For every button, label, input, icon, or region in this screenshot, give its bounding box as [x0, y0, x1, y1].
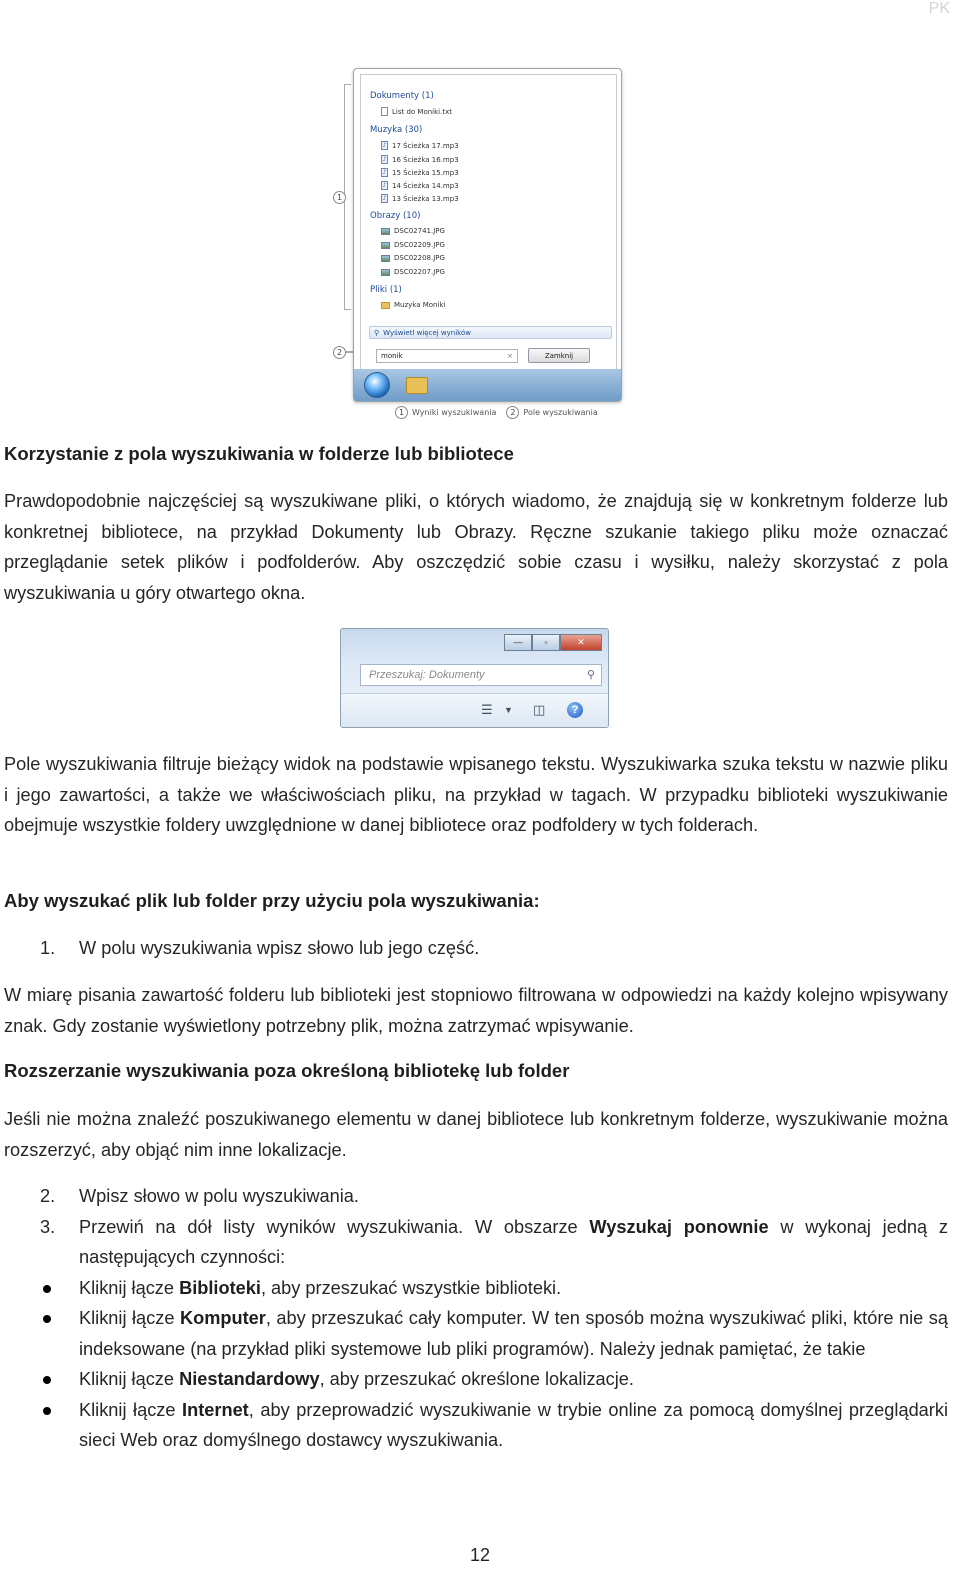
explorer-window-screenshot	[340, 628, 609, 728]
list-item: 2. Wpisz słowo w polu wyszukiwania.	[40, 1186, 359, 1206]
result-item[interactable]: ♪ 14 Ścieżka 14.mp3	[382, 181, 459, 190]
result-item[interactable]: ♪ 17 Ścieżka 17.mp3	[382, 141, 459, 150]
section-heading: Rozszerzanie wyszukiwania poza określoną bibliotekę lub folder	[4, 1060, 570, 1081]
clear-icon[interactable]: ×	[507, 352, 513, 360]
preview-pane-icon[interactable]: ◫	[533, 702, 546, 717]
page-number: 12	[469, 1545, 491, 1565]
image-file-icon	[381, 269, 390, 276]
corner-watermark: PK	[928, 0, 950, 17]
group-music-title[interactable]: Muzyka (30)	[370, 125, 423, 135]
bullet-icon	[43, 1285, 51, 1293]
result-item[interactable]: DSC02209.JPG	[381, 241, 445, 249]
list-item: Kliknij łącze Niestandardowy, aby przeszukać określone lokalizacje.	[4, 1364, 948, 1395]
search-icon: ⚲	[374, 328, 380, 337]
section-heading: Korzystanie z pola wyszukiwania w folderze lub bibliotece	[4, 443, 514, 464]
close-button[interactable]: Zamknij	[528, 348, 590, 363]
list-item: 1. W polu wyszukiwania wpisz słowo lub jego część.	[40, 938, 480, 958]
result-item[interactable]: List do Moniki.txt	[381, 107, 452, 116]
paragraph: W miarę pisania zawartość folderu lub biblioteki jest stopniowo filtrowana w odpowiedzi na każdy kolejno wpisywany znak. Gdy zostanie wyświetlony potrzebny plik, można zatrzymać wpisywanie.	[4, 985, 948, 1036]
minimize-button[interactable]: —	[504, 634, 532, 651]
bullet-icon	[43, 1407, 51, 1415]
result-item[interactable]: DSC02207.JPG	[381, 268, 445, 276]
list-item: 3. Przewiń na dół listy wyników wyszukiwania. W obszarze Wyszukaj ponownie w wykonaj jedną z następujących czynności:	[40, 1216, 948, 1267]
list-item: Kliknij łącze Komputer, aby przeszukać cały komputer. W ten sposób można wyszukiwać pliki, które nie są indeksowane (na przykład pliki systemowe lub pliki programów). Należy jednak pamiętać, że takie	[4, 1303, 948, 1364]
section-heading: Aby wyszukać plik lub folder przy użyciu pola wyszukiwania:	[4, 890, 540, 911]
callout-1: 1	[333, 191, 346, 204]
steps-list	[4, 1181, 948, 1456]
view-options-icon[interactable]: ☰	[481, 702, 493, 717]
music-file-icon: ♪	[382, 195, 387, 202]
chevron-down-icon[interactable]: ▼	[504, 705, 513, 715]
explorer-folder-icon[interactable]	[406, 377, 428, 394]
music-file-icon: ♪	[382, 142, 387, 149]
figure-legend	[395, 406, 598, 419]
bullet-icon	[43, 1376, 51, 1384]
result-item[interactable]: DSC02208.JPG	[381, 254, 445, 262]
search-icon[interactable]: ⚲	[586, 669, 595, 681]
image-file-icon	[381, 242, 390, 249]
explorer-search-input[interactable]: Przeszukaj: Dokumenty ⚲	[360, 664, 602, 686]
close-window-button[interactable]: ✕	[560, 634, 602, 651]
group-documents-title[interactable]: Dokumenty (1)	[370, 91, 434, 101]
group-images-title[interactable]: Obrazy (10)	[370, 211, 421, 221]
list-item: Kliknij łącze Internet, aby przeprowadzić wyszukiwanie w trybie online za pomocą domyślnej przeglądarki sieci Web oraz domyślnego dostawcy wyszukiwania.	[4, 1395, 948, 1456]
paragraph: Pole wyszukiwania filtruje bieżący widok na podstawie wpisanego tekstu. Wyszukiwarka szuka tekstu w nazwie pliku i jego zawartości, a także we właściwościach pliku, na przykład w tagach. W przypadku biblioteki wyszukiwanie obejmuje wszystkie foldery uwzględnione w danej bibliotece oraz podfoldery w tych folderach.	[4, 754, 948, 835]
legend-callout-1: 1	[395, 406, 408, 419]
result-item[interactable]: DSC02741.JPG	[381, 227, 445, 235]
explorer-toolbar	[341, 693, 608, 728]
legend-label-2: Pole wyszukiwania	[523, 408, 598, 417]
result-item[interactable]: ♪ 13 Ścieżka 13.mp3	[382, 194, 459, 203]
help-icon[interactable]: ?	[567, 702, 583, 718]
result-item[interactable]: ♪ 15 Ścieżka 15.mp3	[382, 168, 459, 177]
result-item[interactable]: Muzyka Moniki	[381, 301, 445, 309]
text-file-icon	[381, 107, 388, 116]
window-buttons	[504, 634, 602, 651]
legend-callout-2: 2	[506, 406, 519, 419]
group-files-title[interactable]: Pliki (1)	[370, 285, 402, 295]
folder-icon	[381, 302, 390, 309]
list-item: Kliknij łącze Biblioteki, aby przeszukać wszystkie biblioteki.	[4, 1273, 948, 1304]
image-file-icon	[381, 228, 390, 235]
steps-list	[4, 933, 948, 964]
taskbar	[354, 369, 621, 401]
paragraph: Prawdopodobnie najczęściej są wyszukiwane pliki, o których wiadomo, że znajdują się w konkretnym folderze lub konkretnej bibliotece, na przykład Dokumenty lub Obrazy. Ręczne szukanie takiego pliku może oznaczać przeglądanie setek plików i podfolderów. Aby oszczędzić sobie czasu i wysiłku, należy skorzystać z pola wyszukiwania u góry otwartego okna.	[4, 491, 948, 603]
start-orb-icon[interactable]	[364, 372, 390, 398]
bullet-icon	[43, 1315, 51, 1323]
show-more-results-button[interactable]: ⚲ Wyświetl więcej wyników	[369, 326, 612, 339]
image-file-icon	[381, 255, 390, 262]
start-menu-screenshot	[353, 68, 622, 402]
legend-label-1: Wyniki wyszukiwania	[412, 408, 497, 417]
maximize-button[interactable]: ▫	[532, 634, 560, 651]
start-search-input[interactable]: monik ×	[376, 349, 518, 363]
result-item[interactable]: ♪ 16 Ścieżka 16.mp3	[382, 155, 459, 164]
music-file-icon: ♪	[382, 182, 387, 189]
paragraph: Jeśli nie można znaleźć poszukiwanego elementu w danej bibliotece lub konkretnym folderze, wyszukiwanie można rozszerzyć, aby objąć nim inne lokalizacje.	[4, 1109, 948, 1160]
search-results-panel	[360, 74, 617, 395]
music-file-icon: ♪	[382, 156, 387, 163]
music-file-icon: ♪	[382, 169, 387, 176]
callout-2: 2	[333, 346, 346, 359]
